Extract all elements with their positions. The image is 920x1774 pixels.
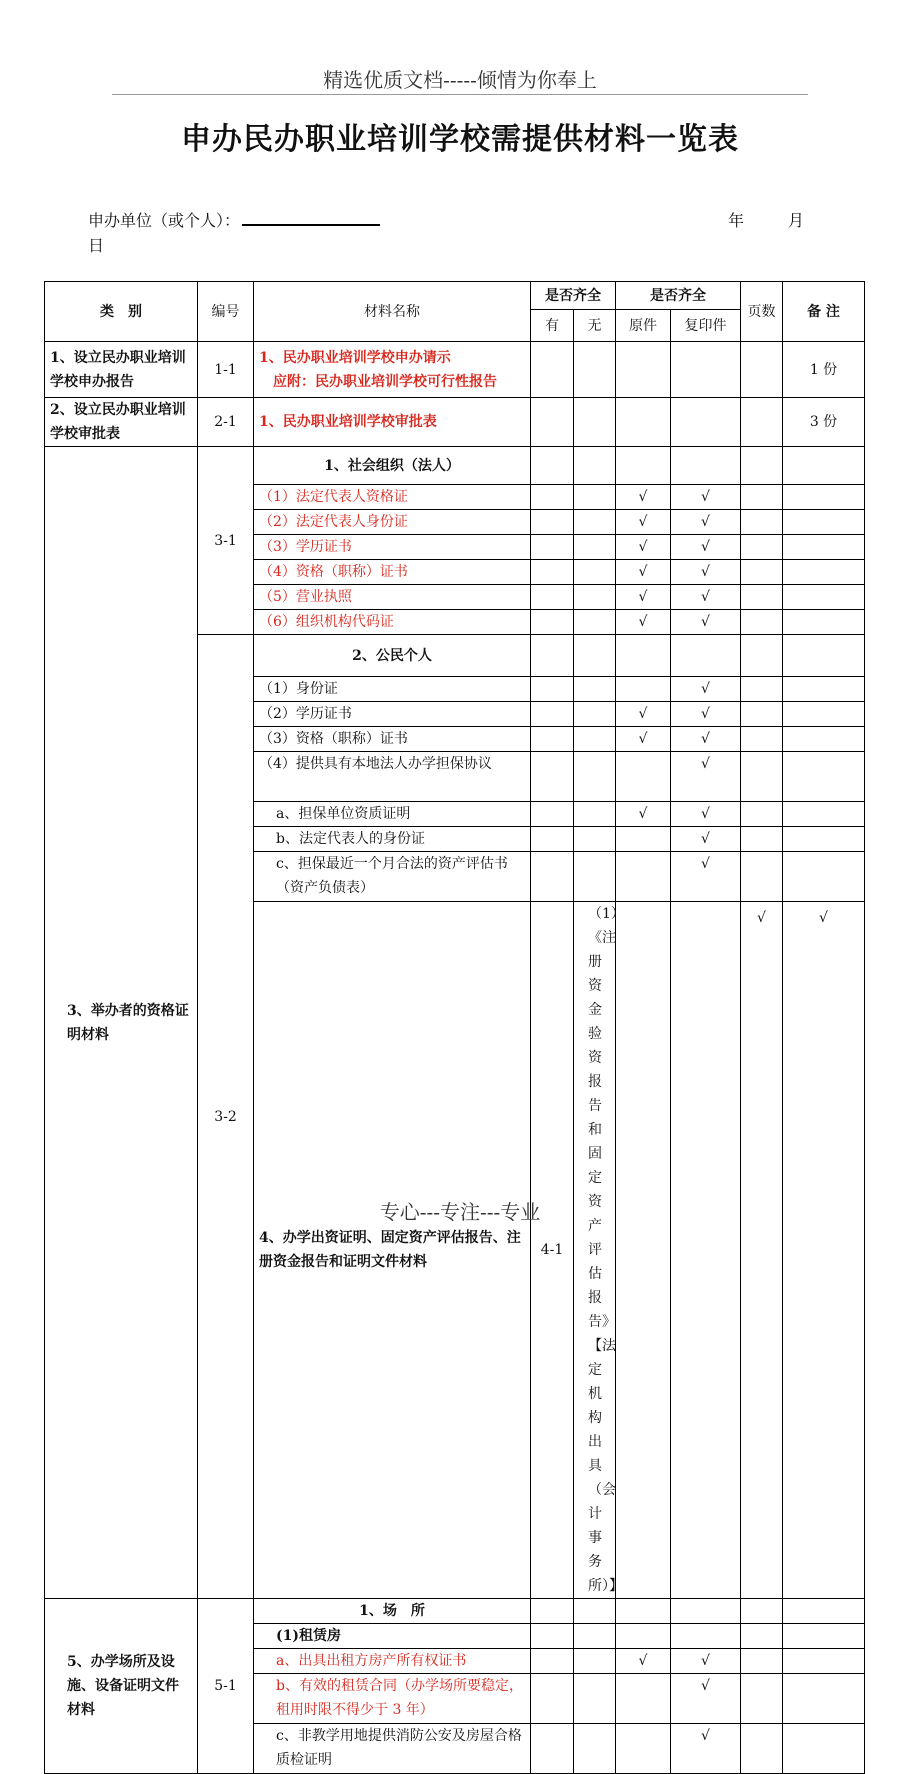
material-cell: （1）《注册资金验资报告和固定资产评估报告》【法定机构出具（会计事务所）】 [574, 902, 616, 1599]
material-cell: b、有效的租赁合同（办学场所要稳定，租用时限不得少于 3 年） [254, 1674, 531, 1724]
applicant-label: 申办单位（或个人）： [88, 211, 241, 230]
col-original-header: 原件 [616, 310, 671, 342]
copy-check: √ [671, 610, 741, 635]
copy-check: √ [671, 1649, 741, 1674]
copy-check: √ [671, 535, 741, 560]
page-footer: 专心---专注---专业 [379, 1200, 541, 1224]
section-heading: 1、场 所 [254, 1599, 531, 1624]
copy-check: √ [671, 485, 741, 510]
col-complete-header-1: 是否齐全 [531, 282, 616, 310]
header-divider [112, 94, 808, 95]
material-cell [254, 342, 531, 398]
copy-check: √ [671, 677, 741, 702]
material-cell: （1）身份证 [254, 677, 531, 702]
original-check: √ [616, 560, 671, 585]
category-cell: 5、办学场所及设施、设备证明文件材料 [45, 1599, 198, 1774]
applicant-line [88, 208, 380, 231]
copy-cell [671, 398, 741, 447]
col-complete-header-2: 是否齐全 [616, 282, 741, 310]
col-copy-header: 复印件 [671, 310, 741, 342]
original-cell [616, 398, 671, 447]
section-heading: 1、社会组织（法人） [254, 447, 531, 485]
none-cell [574, 398, 616, 447]
col-remark-header: 备 注 [783, 282, 865, 342]
original-check: √ [616, 485, 671, 510]
original-check: √ [616, 510, 671, 535]
copy-check: √ [671, 727, 741, 752]
original-check: √ [616, 702, 671, 727]
copy-check: √ [671, 752, 741, 802]
copy-check: √ [671, 510, 741, 535]
material-subheading: (1)租赁房 [254, 1624, 531, 1649]
col-category-header: 类 别 [45, 282, 198, 342]
table-row [45, 447, 865, 485]
material-cell: 1、民办职业培训学校审批表 [254, 398, 531, 447]
original-check: √ [616, 802, 671, 827]
table-header-row-1 [45, 282, 865, 310]
col-none-header: 无 [574, 310, 616, 342]
page-header: 精选优质文档-----倾情为你奉上 [323, 68, 597, 92]
category-cell: 1、设立民办职业培训学校申办报告 [45, 342, 198, 398]
col-pages-header: 页数 [741, 282, 783, 342]
code-cell: 4-1 [531, 902, 574, 1599]
col-have-header: 有 [531, 310, 574, 342]
date-year-label: 年 [728, 211, 745, 230]
material-cell: （2）学历证书 [254, 702, 531, 727]
copy-check: √ [671, 702, 741, 727]
copy-cell [671, 342, 741, 398]
material-line: 应附：民办职业培训学校可行性报告 [273, 373, 497, 390]
material-cell: b、法定代表人的身份证 [254, 827, 531, 852]
col-material-header: 材料名称 [254, 282, 531, 342]
material-cell: （1）法定代表人资格证 [254, 485, 531, 510]
col-code-header: 编号 [198, 282, 254, 342]
pages-cell [741, 342, 783, 398]
material-line: 1、民办职业培训学校申办请示 [259, 349, 451, 366]
code-cell: 2-1 [198, 398, 254, 447]
have-cell [531, 398, 574, 447]
code-cell: 5-1 [198, 1599, 254, 1774]
material-cell: a、担保单位资质证明 [254, 802, 531, 827]
code-cell: 3-1 [198, 447, 254, 635]
date-day-label: 日 [88, 236, 105, 255]
copy-check: √ [671, 1674, 741, 1724]
original-check: √ [616, 585, 671, 610]
material-cell: c、非教学用地提供消防公安及房屋合格质检证明 [254, 1724, 531, 1774]
original-check: √ [616, 1649, 671, 1674]
code-cell: 1-1 [198, 342, 254, 398]
applicant-blank-field[interactable] [242, 208, 380, 226]
original-check: √ [616, 610, 671, 635]
section-heading: 2、公民个人 [254, 635, 531, 677]
copy-check: √ [671, 852, 741, 902]
copy-check: √ [671, 585, 741, 610]
document-title: 申办民办职业培训学校需提供材料一览表 [181, 122, 739, 157]
material-cell: （2）法定代表人身份证 [254, 510, 531, 535]
copy-check: √ [783, 902, 865, 1599]
material-cell: （6）组织机构代码证 [254, 610, 531, 635]
copy-check: √ [671, 802, 741, 827]
category-cell: 2、设立民办职业培训学校审批表 [45, 398, 198, 447]
table-row [45, 342, 865, 398]
material-cell: （3）资格（职称）证书 [254, 727, 531, 752]
material-cell: （4）资格（职称）证书 [254, 560, 531, 585]
remark-cell: 1 份 [783, 342, 865, 398]
none-cell [574, 342, 616, 398]
category-cell: 3、举办者的资格证明材料 [45, 447, 198, 1599]
table-row [45, 398, 865, 447]
original-check: √ [616, 535, 671, 560]
materials-table [44, 281, 865, 1774]
have-cell [531, 342, 574, 398]
copy-check: √ [671, 560, 741, 585]
original-check: √ [616, 727, 671, 752]
category-cell: 4、办学出资证明、固定资产评估报告、注册资金报告和证明文件材料 [254, 902, 531, 1599]
material-cell: a、出具出租方房产所有权证书 [254, 1649, 531, 1674]
pages-cell [741, 398, 783, 447]
material-cell: c、担保最近一个月合法的资产评估书（资产负债表） [254, 852, 531, 902]
remark-cell: 3 份 [783, 398, 865, 447]
material-cell: （5）营业执照 [254, 585, 531, 610]
copy-check: √ [671, 827, 741, 852]
material-cell: （4）提供具有本地法人办学担保协议 [254, 752, 531, 802]
original-cell [616, 342, 671, 398]
copy-check: √ [671, 1724, 741, 1774]
date-month-label: 月 [788, 211, 805, 230]
original-check: √ [741, 902, 783, 1599]
table-row [45, 1599, 865, 1624]
code-cell: 3-2 [198, 635, 254, 1599]
material-cell: （3）学历证书 [254, 535, 531, 560]
